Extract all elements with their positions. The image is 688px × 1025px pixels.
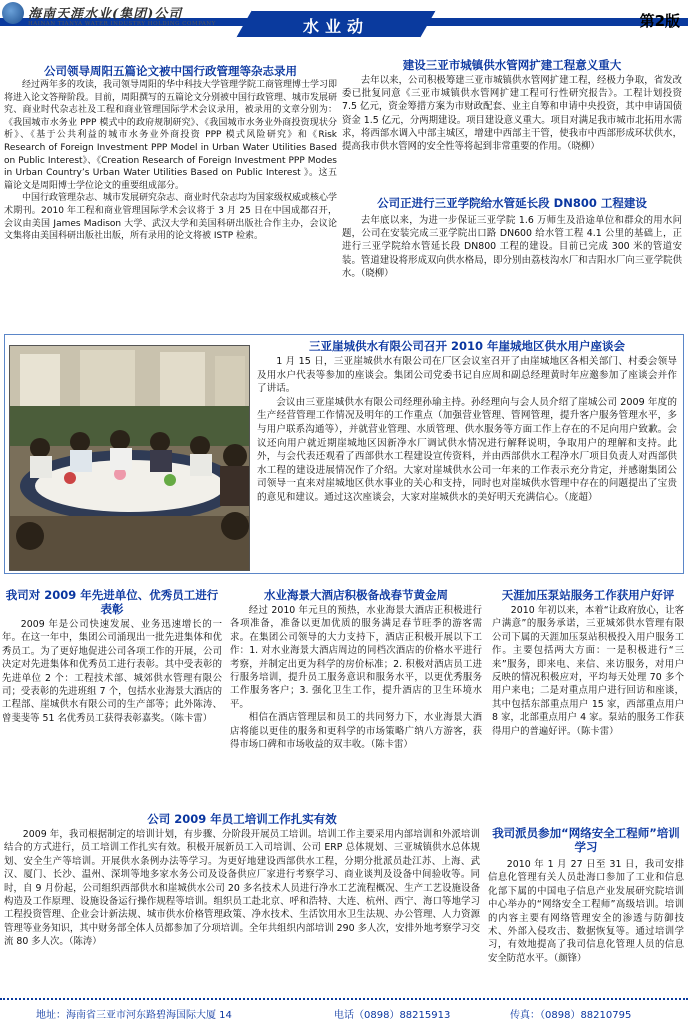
- article-body: [2, 618, 222, 725]
- paragraph: 经过两年多的攻读，我司领导周阳的华中科技大学管理学院工商管理博士学习即将进入论文答辩阶段。目前，周阳撰写的五篇论文分别被中国行政管理、城市发展研究、商业时代杂志社及工程和商业管理国际学术会议录用，被录用的文章分别为：《我国城市水务业 PPP 模式中的政府规制研究》、《我国城市水务业外商投资现状分析》、《基于公共利益的城市水务业外商投资 PPP 模式风险研究》和《Risk Research of Foreign Investment PPP Model in Urban Water Utilities Based on Public Interest》、《Creation Research of Foreign Investment PPP Modes in Urban Country’s Urban Water Utilities Based on Public Interest 》。这五篇论文是周阳博士学位论文的重要组成部分。: [4, 80, 338, 191]
- article-title: 天涯加压泵站服务工作获用户好评: [501, 588, 675, 602]
- article-body: [257, 355, 677, 505]
- paragraph: 相信在酒店管理层和员工的共同努力下，水业海景大酒店将能以更佳的服务和更科学的市场策略广纳八方游客，获得市场口碑和市场收益的双丰收。（陈卡雷）: [230, 712, 482, 751]
- article-title: 公司 2009 年员工培训工作扎实有效: [147, 812, 337, 826]
- footer-phone: 电话（0898）88215913: [334, 1010, 451, 1021]
- paragraph: 2010 年 1 月 27 日至 31 日，我司安排信息化管理有关人员赴海口参加了工业和信息化部下属的中国电子信息产业发展研究院培训中心举办的“网络安全工程师”高级培训。培训的内容主要有网络管理安全的渗透与防御技术、外部入侵攻击、数据恢复等。通过培训学习，有效地提高了我司信息化管理人员的信息安全防范水平。（颜锋）: [488, 859, 684, 964]
- article-title: 三亚崖城供水有限公司召开 2010 年崖城地区供水用户座谈会: [308, 339, 625, 353]
- article-pump-station: [492, 588, 684, 738]
- article-body: [492, 604, 684, 738]
- article-title: 建设三亚市城镇供水管网扩建工程意义重大: [402, 58, 622, 72]
- paragraph: 中国行政管理杂志、城市发展研究杂志、商业时代杂志均为国家级权威或核心学术期刊。2010 年工程和商业管理国际学术会议将于 3 月 25 日在中国成都召开，会议由美国 James Madison 大学、武汉大学和美国科研出版社合作主办，会议论文集将由美国科研出版社出版，所有录用的论文将被 ISTP 检索。: [4, 193, 338, 242]
- article-title: 我司对 2009 年先进单位、优秀员工进行表彰: [5, 588, 219, 616]
- article-lead: [4, 64, 337, 243]
- meeting-photo-image: [10, 346, 250, 571]
- paragraph: 2009 年是公司快速发展、业务迅速增长的一年。在这一年中，集团公司涌现出一批先进集体和优秀员工。为了更好地促进公司各项工作的开展，公司决定对先进集体和优秀员工进行表彰。其中受表彰的先进单位 2 个：工程技术部、城郊供水管理有限公司；受表彰的先进班组 7 个，包括水业海景大酒店的工程部、崖城供水有限公司的生产部等；此外陈涛、曾斐斐等 51 名优秀员工获得表彰嘉奖。（陈卡雷）: [2, 619, 222, 724]
- company-logo: [2, 2, 216, 34]
- article-body: [4, 79, 337, 243]
- paragraph: 去年以来，公司积极筹建三亚市城镇供水管网扩建工程，经极力争取，省发改委已批复同意《三亚市城镇供水管网扩建工程可行性研究报告》。工程计划投资 7.5 亿元，资金筹措方案为市财政配套、业主自筹和申请中央投资，其中申请国债资金 1.5 亿元，分两期建设。项目建设意义重大。项目对满足我市城市北拓用水需求，将西部水调入中部主城区，增建中西部主干管，使我市中西部形成环状供水，提高我市供水管网的安全性等将起到非常重要的作用。（晓柳）: [342, 75, 682, 153]
- footer-fax: 传真：（0898）88210795: [510, 1010, 632, 1021]
- logo-subtext: HAINAN TIANYA WATER INDUSTRY HOLDING COMPANY: [28, 21, 216, 27]
- article-title: 公司正进行三亚学院给水管延长段 DN800 工程建设: [377, 196, 647, 210]
- article-hotel: [230, 588, 482, 751]
- paragraph: 2010 年初以来，本着“让政府放心，让客户满意”的服务承诺，三亚城郊供水管理有限公司下属的天涯加压泵站积极投入用户服务工作。主要包括两大方面：一是积极进行“三来”服务，即来电、来信、来访服务，对用户反映的情况积极应对，平均每天处理 70 多个用户来电；二是对重点用户进行回访和座谈，其中包括东部重点用户 15 家，西部重点用户 8 家，北部重点用户 4 家。泵站的服务工作获得用户的普遍好评。（陈卡雷）: [492, 605, 684, 737]
- paragraph: 1 月 15 日，三亚崖城供水有限公司在厂区会议室召开了由崖城地区各相关部门、村委会领导及用水户代表等参加的座谈会。集团公司党委书记自应周和副总经理黄时年应邀参加了座谈会并作了讲话。: [257, 356, 677, 395]
- article-body: [342, 214, 682, 280]
- masthead: [0, 0, 688, 46]
- article-pipeline: [342, 58, 682, 153]
- meeting-photo: [9, 345, 250, 571]
- paragraph: 会议由三亚崖城供水有限公司经理孙瑜主持。孙经理向与会人员介绍了崖城公司 2009 年度的生产经营管理工作情况及明年的工作重点（加强营业管理、管网管理，提升客户服务管理水平，多与用户联系沟通等），并就营业管理、水质管理、供水服务等方面工作上存在的不足向用户致歉。会议还向用户就近期崖城地区因新净水厂调试供水情况进行解释说明，争取用户的理解和支持。此外，与会代表还观看了西部供水工程建设宣传资料，并由西部供水工程净水厂项目负责人对西部供水工程的建设进展情况作了介绍。大家对崖城供水公司一年来的工作表示充分肯定，并感谢集团公司领导一直来对崖城地区供水事业的关心和支持，同时也对崖城供水管理中存在的问题提出了宝贵的意见和建议。通过这次座谈会，大家对崖城供水的美好明天充满信心。（庞超）: [257, 396, 677, 503]
- article-body: [488, 858, 684, 965]
- article-network-security: [488, 826, 684, 965]
- feature-box: [4, 334, 684, 574]
- article-title: 公司领导周阳五篇论文被中国行政管理等杂志录用: [44, 64, 297, 78]
- section-title: 水业动: [302, 17, 369, 36]
- feature-content: [257, 339, 677, 505]
- logo-text: 海南天涯水业(集团)公司: [28, 7, 183, 22]
- paragraph: 经过 2010 年元旦的预热，水业海景大酒店正积极进行各项准备，准备以更加优质的服务满足春节旺季的游客需求。在集团公司领导的大力支持下，酒店正积极开展以下工作：1. 对水业海景大酒店周边的同档次酒店的价格水平进行考察，并制定出更为科学的房价标准；2. 积极对酒店员工进行服务培训，提升员工服务意识和服务水平，以更优秀服务工作服务客户；3. 强化卫生工作，提升酒店的卫生环境水平。: [230, 605, 482, 710]
- article-title: 水业海景大酒店积极备战春节黄金周: [264, 588, 448, 602]
- article-body: [230, 604, 482, 751]
- article-body: [4, 828, 480, 949]
- article-body: [342, 74, 682, 153]
- paragraph: 去年底以来，为进一步保证三亚学院 1.6 万师生及沿途单位和群众的用水问题，公司在安装完成三亚学院出口路 DN600 给水管工程 4.1 公里的基础上，正进行三亚学院给水管延长段 DN800 工程的建设。目前已完成 300 米的管道安装。管道建设将形成双向供水格局，即分别由荔枝沟水厂和吉阳水厂向三亚学院供水。（晓柳）: [342, 215, 682, 279]
- article-university-pipe: [342, 196, 682, 280]
- footer-divider: [0, 998, 688, 1000]
- article-title: 我司派员参加“网络安全工程师”培训学习: [492, 826, 680, 854]
- article-training: [4, 812, 480, 949]
- article-awards: [2, 588, 222, 725]
- footer-address: 地址：海南省三亚市河东路碧海国际大厦 14: [36, 1010, 232, 1021]
- logo-icon: [2, 2, 24, 24]
- edition-label: 第2版: [639, 12, 680, 30]
- paragraph: 2009 年，我司根据制定的培训计划，有步骤、分阶段开展员工培训。培训工作主要采用内部培训和外派培训结合的方式进行，员工培训工作扎实有效。积极开展新员工入司培训、公司 ERP 总体规划、三亚城镇供水总体规划、安全生产等培训。开展供水条例办法等学习。为更好地建设西部供水工程，分期分批派员赴江苏、上海、武汉、厦门、长沙、温州、深圳等地多家水务公司及设备供应厂家进行考察学习、商业谈判及设备中间验收等。同时，自 9 月份起，公司组织西部供水和崖城供水公司 20 多名技术人员进行净水工艺流程概况、生产工艺设施设备构造及工作原理、设施设备运行操作规程等培训。组织员工赴北京、呼和浩特、大连、杭州、西宁、海口等地学习工程投资管理、企业会计新法规、城市供水价格管理政策、净水技术、生活饮用水卫生法规、办公管理、人力资源管理等业务知识，其中财务部全体人员都参加了分项培训。全年共组织内部培训 290 多人次，安排外地考察学习交流 80 多人次。（陈涛）: [4, 829, 480, 948]
